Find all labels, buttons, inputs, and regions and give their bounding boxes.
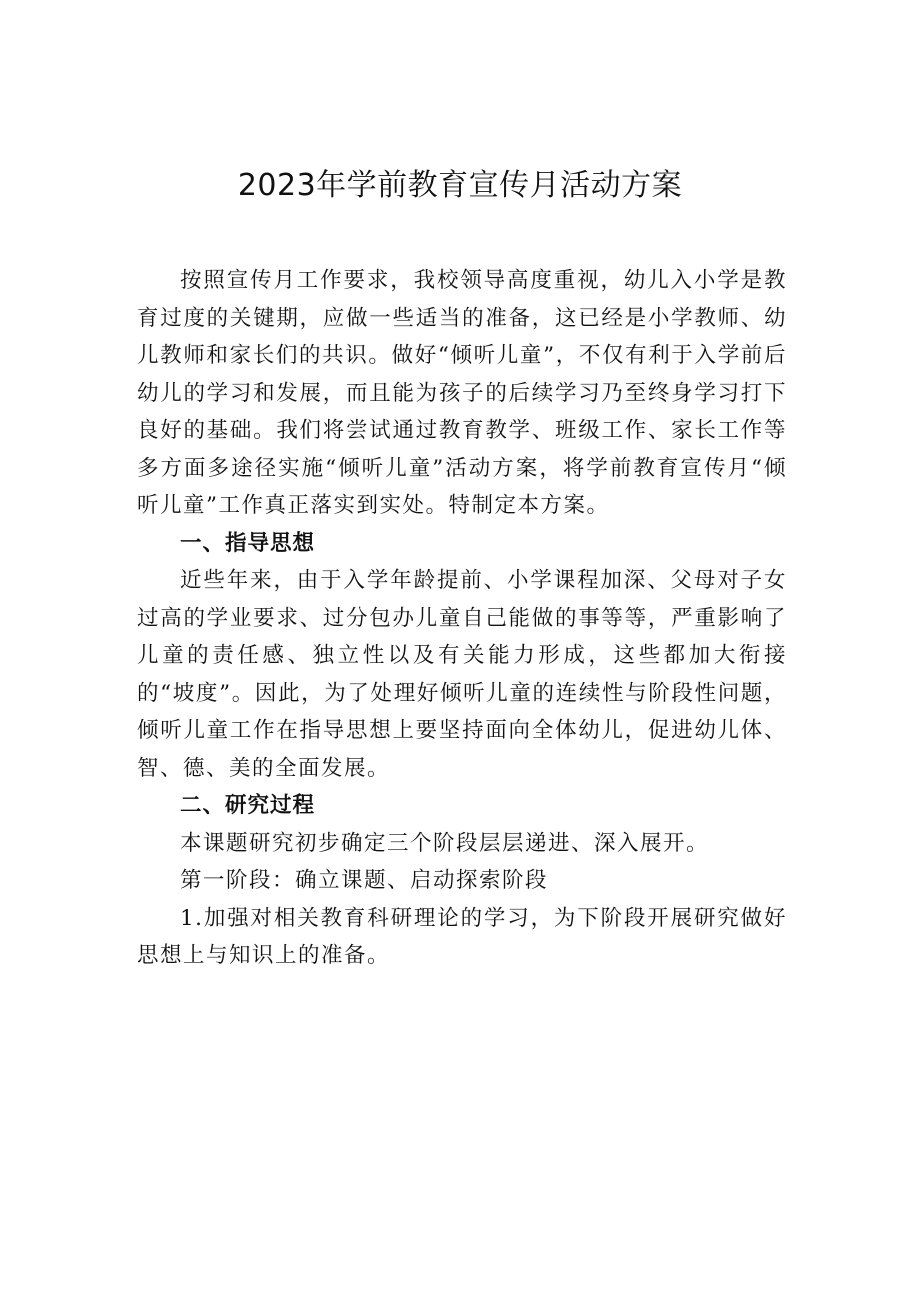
document-title: 2023年学前教育宣传月活动方案 <box>237 168 683 203</box>
section-heading-guiding-ideology: 一、指导思想 <box>180 530 316 556</box>
intro-paragraph: 按照宣传月工作要求，我校领导高度重视，幼儿入小学是教育过度的关键期，应做一些适当的准备，这已经是小学教师、幼儿教师和家长们的共识。做好“倾听儿童”，不仅有利于入学前后幼儿的学习和发展，而且能为孩子的后续学习乃至终身学习打下良好的基础。我们将尝试通过教育教学、班级工作、家长工作等多方面多途径实施“倾听儿童”活动方案，将学前教育宣传月“倾听儿童”工作真正落实到实处。特制定本方案。 <box>137 268 787 518</box>
research-process-paragraph: 本课题研究初步确定三个阶段层层递进、深入展开。 <box>180 830 710 856</box>
stage-one-item-1: 1.加强对相关教育科研理论的学习，为下阶段开展研究做好思想上与知识上的准备。 <box>137 905 787 968</box>
guiding-ideology-paragraph: 近些年来，由于入学年龄提前、小学课程加深、父母对子女过高的学业要求、过分包办儿童自己能做的事等等，严重影响了儿童的责任感、独立性以及有关能力形成，这些都加大衔接的“坡度”。因此，为了处理好倾听儿童的连续性与阶段性问题，倾听儿童工作在指导思想上要坚持面向全体幼儿，促进幼儿体、智、德、美的全面发展。 <box>137 568 787 781</box>
document-body <box>137 262 787 975</box>
section-heading-research-process: 二、研究过程 <box>180 793 316 818</box>
stage-one-line: 第一阶段：确立课题、启动探索阶段 <box>180 868 549 893</box>
